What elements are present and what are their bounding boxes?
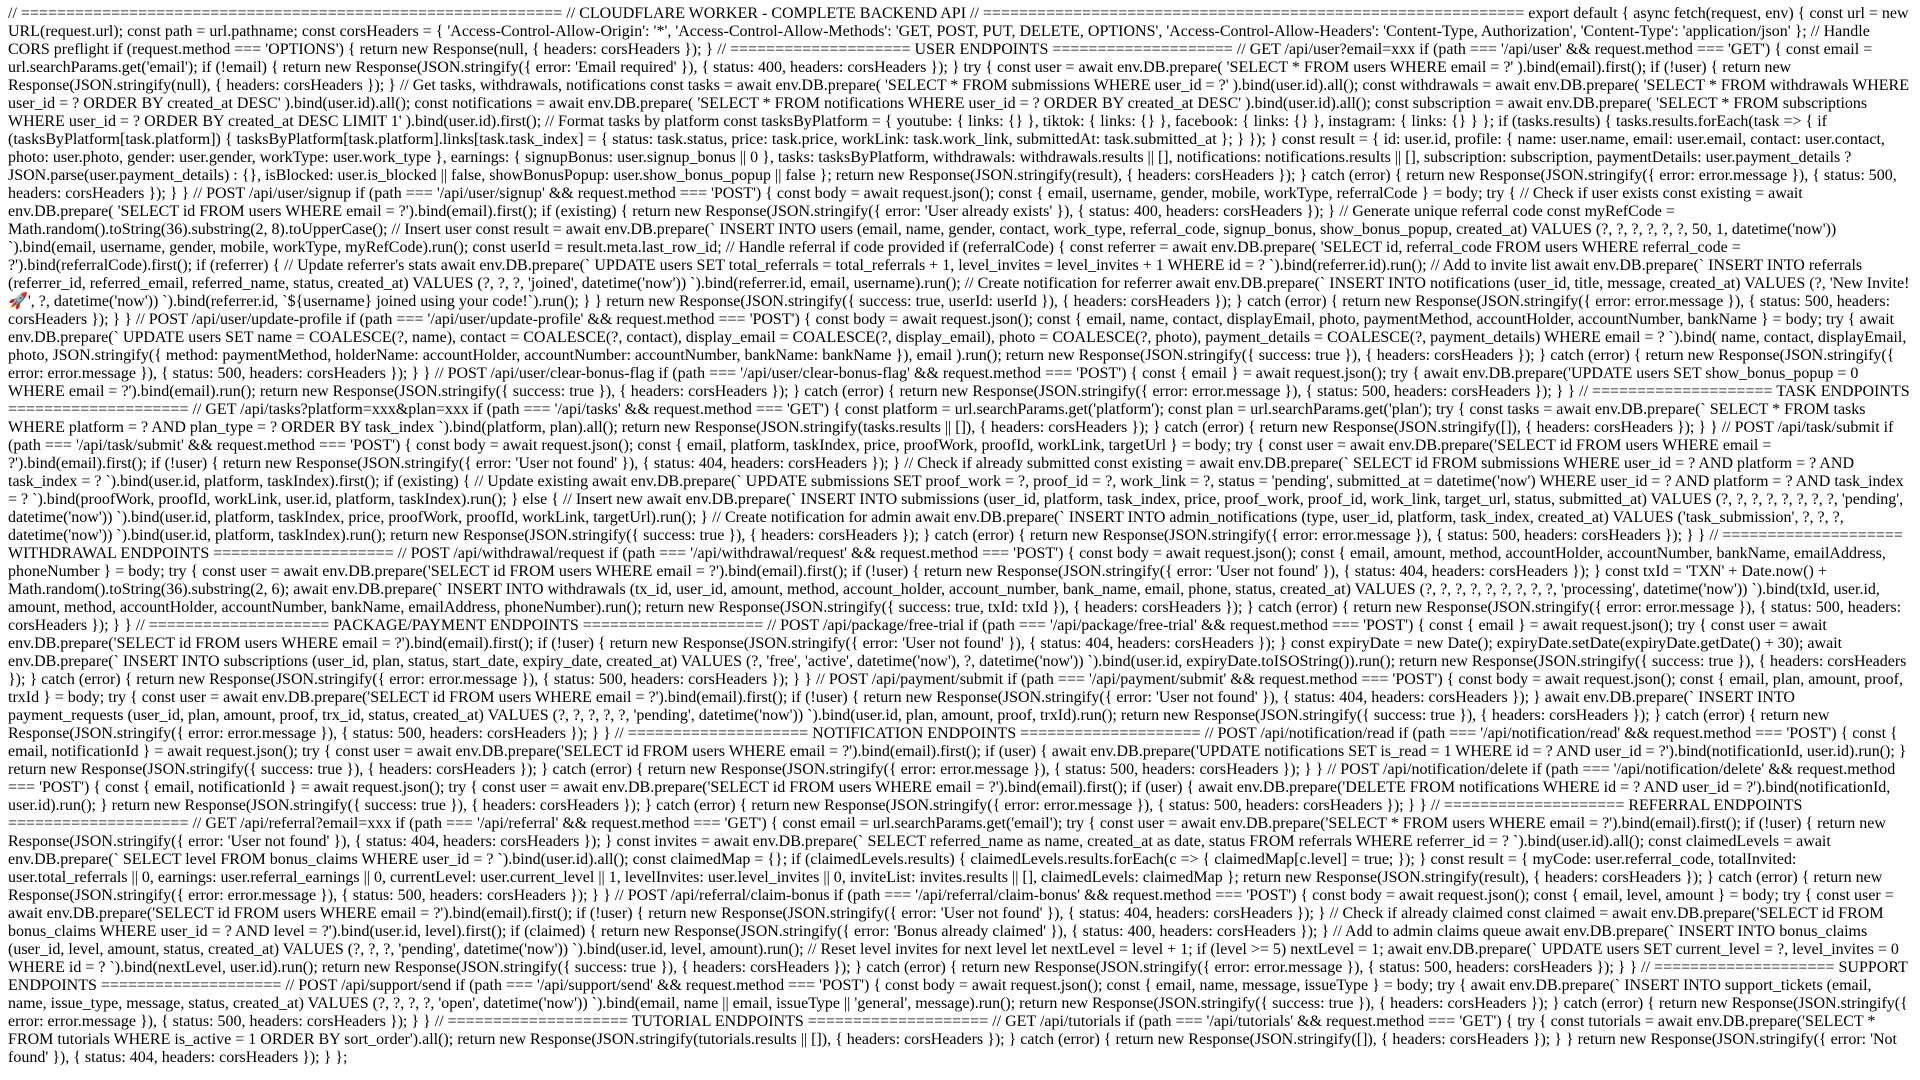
worker-source-code-text: // ============================================================ // CLOUDFLARE WORKER - COMPLETE BACKEND API // ============================================================ export default { async fetch(request, env) { const url = new URL(request.url); const path = url.pathname; const corsHeaders = { 'Access-Control-Allow-Origin': '*', 'Access-Control-Allow-Methods': 'GET, POST, PUT, DELETE, OPTIONS', 'Access-Control-Allow-Headers': 'Content-Type, Authorization', 'Content-Type': 'application/json' }; // Handle CORS preflight if (request.method === 'OPTIONS') { return new Response(null, { headers: corsHeaders }); } // ==================== USER ENDPOINTS ==================== // GET /api/user?email=xxx if (path === '/api/user' && request.method === 'GET') { const email = url.searchParams.get('email'); if (!email) { return new Response(JSON.stringify({ error: 'Email required' }), { status: 400, headers: corsHeaders }); } try { const user = await env.DB.prepare( 'SELECT * FROM users WHERE email = ?' ).bind(email).first(); if (!user) { return new Response(JSON.stringify(null), { headers: corsHeaders }); } // Get tasks, withdrawals, notifications const tasks = await env.DB.prepare( 'SELECT * FROM submissions WHERE user_id = ?' ).bind(user.id).all(); const withdrawals = await env.DB.prepare( 'SELECT * FROM withdrawals WHERE user_id = ? ORDER BY created_at DESC' ).bind(user.id).all(); const notifications = await env.DB.prepare( 'SELECT * FROM notifications WHERE user_id = ? ORDER BY created_at DESC' ).bind(user.id).all(); const subscription = await env.DB.prepare( 'SELECT * FROM subscriptions WHERE user_id = ? ORDER BY created_at DESC LIMIT 1' ).bind(user.id).first(); // Format tasks by platform const tasksByPlatform = { youtube: { links: {} }, tiktok: { links: {} }, facebook: { links: {} }, instagram: { links: {} } }; if (tasks.results) { tasks.results.forEach(task => { if (tasksByPlatform[task.platform]) { tasksByPlatform[task.platform].links[task.task_index] = { status: task.status, price: task.price, workLink: task.work_link, submittedAt: task.submitted_at }; } }); } const result = { id: user.id, profile: { name: user.name, email: user.email, contact: user.contact, photo: user.photo, gender: user.gender, workType: user.work_type }, earnings: { signupBonus: user.signup_bonus || 0 }, tasks: tasksByPlatform, withdrawals: withdrawals.results || [], notifications: notifications.results || [], subscription: subscription, paymentDetails: user.payment_details ? JSON.parse(user.payment_details) : {}, isBlocked: user.is_blocked || false, showBonusPopup: user.show_bonus_popup || false }; return new Response(JSON.stringify(result), { headers: corsHeaders }); } catch (error) { return new Response(JSON.stringify({ error: error.message }), { status: 500, headers: corsHeaders }); } } // POST /api/user/signup if (path === '/api/user/signup' && request.method === 'POST') { const body = await request.json(); const { email, username, gender, mobile, workType, referralCode } = body; try { // Check if user exists const existing = await env.DB.prepare( 'SELECT id FROM users WHERE email = ?').bind(email).first(); if (existing) { return new Response(JSON.stringify({ error: 'User already exists' }), { status: 400, headers: corsHeaders }); } // Generate unique referral code const myRefCode = Math.random().toString(36).substring(2, 8).toUpperCase(); // Insert user const result = await env.DB.prepare(` INSERT INTO users (email, name, gender, contact, work_type, referral_code, signup_bonus, show_bonus_popup, created_at) VALUES (?, ?, ?, ?, ?, ?, 50, 1, datetime('now')) `).bind(email, username, gender, mobile, workType, myRefCode).run(); const userId = result.meta.last_row_id; // Handle referral if code provided if (referralCode) { const referrer = await env.DB.prepare( 'SELECT id, referral_code FROM users WHERE referral_code = ?').bind(referralCode).first(); if (referrer) { // Update referrer's stats await env.DB.prepare(` UPDATE users SET total_referrals = total_referrals + 1, level_invites = level_invites + 1 WHERE id = ? `).bind(referrer.id).run(); // Add to invite list await env.DB.prepare(` INSERT INTO referrals (referrer_id, referred_email, referred_name, status, created_at) VALUES (?, ?, ?, 'joined', datetime('now')) `).bind(referrer.id, email, username).run(); // Create notification for referrer await env.DB.prepare(` INSERT INTO notifications (user_id, title, message, created_at) VALUES (?, 'New Invite! 🚀', ?, datetime('now')) `).bind(referrer.id, `${username} joined using your code!`).run(); } } return new Response(JSON.stringify({ success: true, userId: userId }), { headers: corsHeaders }); } catch (error) { return new Response(JSON.stringify({ error: error.message }), { status: 500, headers: corsHeaders }); } } // POST /api/user/update-profile if (path === '/api/user/update-profile' && request.method === 'POST') { const body = await request.json(); const { email, name, contact, displayEmail, photo, paymentMethod, accountHolder, accountNumber, bankName } = body; try { await env.DB.prepare(` UPDATE users SET name = COALESCE(?, name), contact = COALESCE(?, contact), display_email = COALESCE(?, display_email), photo = COALESCE(?, photo), payment_details = COALESCE(?, payment_details) WHERE email = ? `).bind( name, contact, displayEmail, photo, JSON.stringify({ method: paymentMethod, holderName: accountHolder, accountNumber: accountNumber, bankName: bankName }), email ).run(); return new Response(JSON.stringify({ success: true }), { headers: corsHeaders }); } catch (error) { return new Response(JSON.stringify({ error: error.message }), { status: 500, headers: corsHeaders }); } } // POST /api/user/clear-bonus-flag if (path === '/api/user/clear-bonus-flag' && request.method === 'POST') { const { email } = await request.json(); try { await env.DB.prepare('UPDATE users SET show_bonus_popup = 0 WHERE email = ?').bind(email).run(); return new Response(JSON.stringify({ success: true }), { headers: corsHeaders }); } catch (error) { return new Response(JSON.stringify({ error: error.message }), { status: 500, headers: corsHeaders }); } } // ==================== TASK ENDPOINTS ==================== // GET /api/tasks?platform=xxx&plan=xxx if (path === '/api/tasks' && request.method === 'GET') { const platform = url.searchParams.get('platform'); const plan = url.searchParams.get('plan'); try { const tasks = await env.DB.prepare(` SELECT * FROM tasks WHERE platform = ? AND plan_type = ? ORDER BY task_index `).bind(platform, plan).all(); return new Response(JSON.stringify(tasks.results || []), { headers: corsHeaders }); } catch (error) { return new Response(JSON.stringify([]), { headers: corsHeaders }); } } // POST /api/task/submit if (path === '/api/task/submit' && request.method === 'POST') { const body = await request.json(); const { email, platform, taskIndex, price, proofWork, proofId, workLink, targetUrl } = body; try { const user = await env.DB.prepare('SELECT id FROM users WHERE email = ?').bind(email).first(); if (!user) { return new Response(JSON.stringify({ error: 'User not found' }), { status: 404, headers: corsHeaders }); } // Check if already submitted const existing = await env.DB.prepare(` SELECT id FROM submissions WHERE user_id = ? AND platform = ? AND task_index = ? `).bind(user.id, platform, taskIndex).first(); if (existing) { // Update existing await env.DB.prepare(` UPDATE submissions SET proof_work = ?, proof_id = ?, work_link = ?, status = 'pending', submitted_at = datetime('now') WHERE user_id = ? AND platform = ? AND task_index = ? `).bind(proofWork, proofId, workLink, user.id, platform, taskIndex).run(); } else { // Insert new await env.DB.prepare(` INSERT INTO submissions (user_id, platform, task_index, price, proof_work, proof_id, work_link, target_url, status, submitted_at) VALUES (?, ?, ?, ?, ?, ?, ?, ?, 'pending', datetime('now')) `).bind(user.id, platform, taskIndex, price, proofWork, proofId, workLink, targetUrl).run(); } // Create notification for admin await env.DB.prepare(` INSERT INTO admin_notifications (type, user_id, platform, task_index, created_at) VALUES ('task_submission', ?, ?, ?, datetime('now')) `).bind(user.id, platform, taskIndex).run(); return new Response(JSON.stringify({ success: true }), { headers: corsHeaders }); } catch (error) { return new Response(JSON.stringify({ error: error.message }), { status: 500, headers: corsHeaders }); } } // ==================== WITHDRAWAL ENDPOINTS ==================== // POST /api/withdrawal/request if (path === '/api/withdrawal/request' && request.method === 'POST') { const body = await request.json(); const { email, amount, method, accountHolder, accountNumber, bankName, emailAddress, phoneNumber } = body; try { const user = await env.DB.prepare('SELECT id FROM users WHERE email = ?').bind(email).first(); if (!user) { return new Response(JSON.stringify({ error: 'User not found' }), { status: 404, headers: corsHeaders }); } const txId = 'TXN' + Date.now() + Math.random().toString(36).substring(2, 6); await env.DB.prepare(` INSERT INTO withdrawals (tx_id, user_id, amount, method, account_holder, account_number, bank_name, email, phone, status, created_at) VALUES (?, ?, ?, ?, ?, ?, ?, ?, ?, 'processing', datetime('now')) `).bind(txId, user.id, amount, method, accountHolder, accountNumber, bankName, emailAddress, phoneNumber).run(); return new Response(JSON.stringify({ success: true, txId: txId }), { headers: corsHeaders }); } catch (error) { return new Response(JSON.stringify({ error: error.message }), { status: 500, headers: corsHeaders }); } } // ==================== PACKAGE/PAYMENT ENDPOINTS ==================== // POST /api/package/free-trial if (path === '/api/package/free-trial' && request.method === 'POST') { const { email } = await request.json(); try { const user = await env.DB.prepare('SELECT id FROM users WHERE email = ?').bind(email).first(); if (!user) { return new Response(JSON.stringify({ error: 'User not found' }), { status: 404, headers: corsHeaders }); } const expiryDate = new Date(); expiryDate.setDate(expiryDate.getDate() + 30); await env.DB.prepare(` INSERT INTO subscriptions (user_id, plan, status, start_date, expiry_date, created_at) VALUES (?, 'free', 'active', datetime('now'), ?, datetime('now')) `).bind(user.id, expiryDate.toISOString()).run(); return new Response(JSON.stringify({ success: true }), { headers: corsHeaders }); } catch (error) { return new Response(JSON.stringify({ error: error.message }), { status: 500, headers: corsHeaders }); } } // POST /api/payment/submit if (path === '/api/payment/submit' && request.method === 'POST') { const body = await request.json(); const { email, plan, amount, proof, trxId } = body; try { const user = await env.DB.prepare('SELECT id FROM users WHERE email = ?').bind(email).first(); if (!user) { return new Response(JSON.stringify({ error: 'User not found' }), { status: 404, headers: corsHeaders }); } await env.DB.prepare(` INSERT INTO payment_requests (user_id, plan, amount, proof, trx_id, status, created_at) VALUES (?, ?, ?, ?, ?, 'pending', datetime('now')) `).bind(user.id, plan, amount, proof, trxId).run(); return new Response(JSON.stringify({ success: true }), { headers: corsHeaders }); } catch (error) { return new Response(JSON.stringify({ error: error.message }), { status: 500, headers: corsHeaders }); } } // ==================== NOTIFICATION ENDPOINTS ==================== // POST /api/notification/read if (path === '/api/notification/read' && request.method === 'POST') { const { email, notificationId } = await request.json(); try { const user = await env.DB.prepare('SELECT id FROM users WHERE email = ?').bind(email).first(); if (user) { await env.DB.prepare('UPDATE notifications SET is_read = 1 WHERE id = ? AND user_id = ?').bind(notificationId, user.id).run(); } return new Response(JSON.stringify({ success: true }), { headers: corsHeaders }); } catch (error) { return new Response(JSON.stringify({ error: error.message }), { status: 500, headers: corsHeaders }); } } // POST /api/notification/delete if (path === '/api/notification/delete' && request.method === 'POST') { const { email, notificationId } = await request.json(); try { const user = await env.DB.prepare('SELECT id FROM users WHERE email = ?').bind(email).first(); if (user) { await env.DB.prepare('DELETE FROM notifications WHERE id = ? AND user_id = ?').bind(notificationId, user.id).run(); } return new Response(JSON.stringify({ success: true }), { headers: corsHeaders }); } catch (error) { return new Response(JSON.stringify({ error: error.message }), { status: 500, headers: corsHeaders }); } } // ==================== REFERRAL ENDPOINTS ==================== // GET /api/referral?email=xxx if (path === '/api/referral' && request.method === 'GET') { const email = url.searchParams.get('email'); try { const user = await env.DB.prepare('SELECT * FROM users WHERE email = ?').bind(email).first(); if (!user) { return new Response(JSON.stringify({ error: 'User not found' }), { status: 404, headers: corsHeaders }); } const invites = await env.DB.prepare(` SELECT referred_name as name, created_at as date, status FROM referrals WHERE referrer_id = ? `).bind(user.id).all(); const claimedLevels = await env.DB.prepare(` SELECT level FROM bonus_claims WHERE user_id = ? `).bind(user.id).all(); const claimedMap = {}; if (claimedLevels.results) { claimedLevels.results.forEach(c => { claimedMap[c.level] = true; }); } const result = { myCode: user.referral_code, totalInvited: user.total_referrals || 0, earnings: user.referral_earnings || 0, currentLevel: user.current_level || 1, levelInvites: user.level_invites || 0, inviteList: invites.results || [], claimedLevels: claimedMap }; return new Response(JSON.stringify(result), { headers: corsHeaders }); } catch (error) { return new Response(JSON.stringify({ error: error.message }), { status: 500, headers: corsHeaders }); } } // POST /api/referral/claim-bonus if (path === '/api/referral/claim-bonus' && request.method === 'POST') { const body = await request.json(); const { email, level, amount } = body; try { const user = await env.DB.prepare('SELECT id FROM users WHERE email = ?').bind(email).first(); if (!user) { return new Response(JSON.stringify({ error: 'User not found' }), { status: 404, headers: corsHeaders }); } // Check if already claimed const claimed = await env.DB.prepare('SELECT id FROM bonus_claims WHERE user_id = ? AND level = ?').bind(user.id, level).first(); if (claimed) { return new Response(JSON.stringify({ error: 'Bonus already claimed' }), { status: 400, headers: corsHeaders }); } // Add to admin claims queue await env.DB.prepare(` INSERT INTO bonus_claims (user_id, level, amount, status, created_at) VALUES (?, ?, ?, 'pending', datetime('now')) `).bind(user.id, level, amount).run(); // Reset level invites for next level let nextLevel = level + 1; if (level >= 5) nextLevel = 1; await env.DB.prepare(` UPDATE users SET current_level = ?, level_invites = 0 WHERE id = ? `).bind(nextLevel, user.id).run(); return new Response(JSON.stringify({ success: true }), { headers: corsHeaders }); } catch (error) { return new Response(JSON.stringify({ error: error.message }), { status: 500, headers: corsHeaders }); } } // ==================== SUPPORT ENDPOINTS ==================== // POST /api/support/send if (path === '/api/support/send' && request.method === 'POST') { const body = await request.json(); const { email, name, message, issueType } = body; try { await env.DB.prepare(` INSERT INTO support_tickets (email, name, issue_type, message, status, created_at) VALUES (?, ?, ?, ?, 'open', datetime('now')) `).bind(email, name || email, issueType || 'general', message).run(); return new Response(JSON.stringify({ success: true }), { headers: corsHeaders }); } catch (error) { return new Response(JSON.stringify({ error: error.message }), { status: 500, headers: corsHeaders }); } } // ==================== TUTORIAL ENDPOINTS ==================== // GET /api/tutorials if (path === '/api/tutorials' && request.method === 'GET') { try { const tutorials = await env.DB.prepare('SELECT * FROM tutorials WHERE is_active = 1 ORDER BY sort_order').all(); return new Response(JSON.stringify(tutorials.results || []), { headers: corsHeaders }); } catch (error) { return new Response(JSON.stringify([]), { headers: corsHeaders }); } } return new Response(JSON.stringify({ error: 'Not found' }), { status: 404, headers: corsHeaders }); } }; <box>8 5 1910 1066</box>
